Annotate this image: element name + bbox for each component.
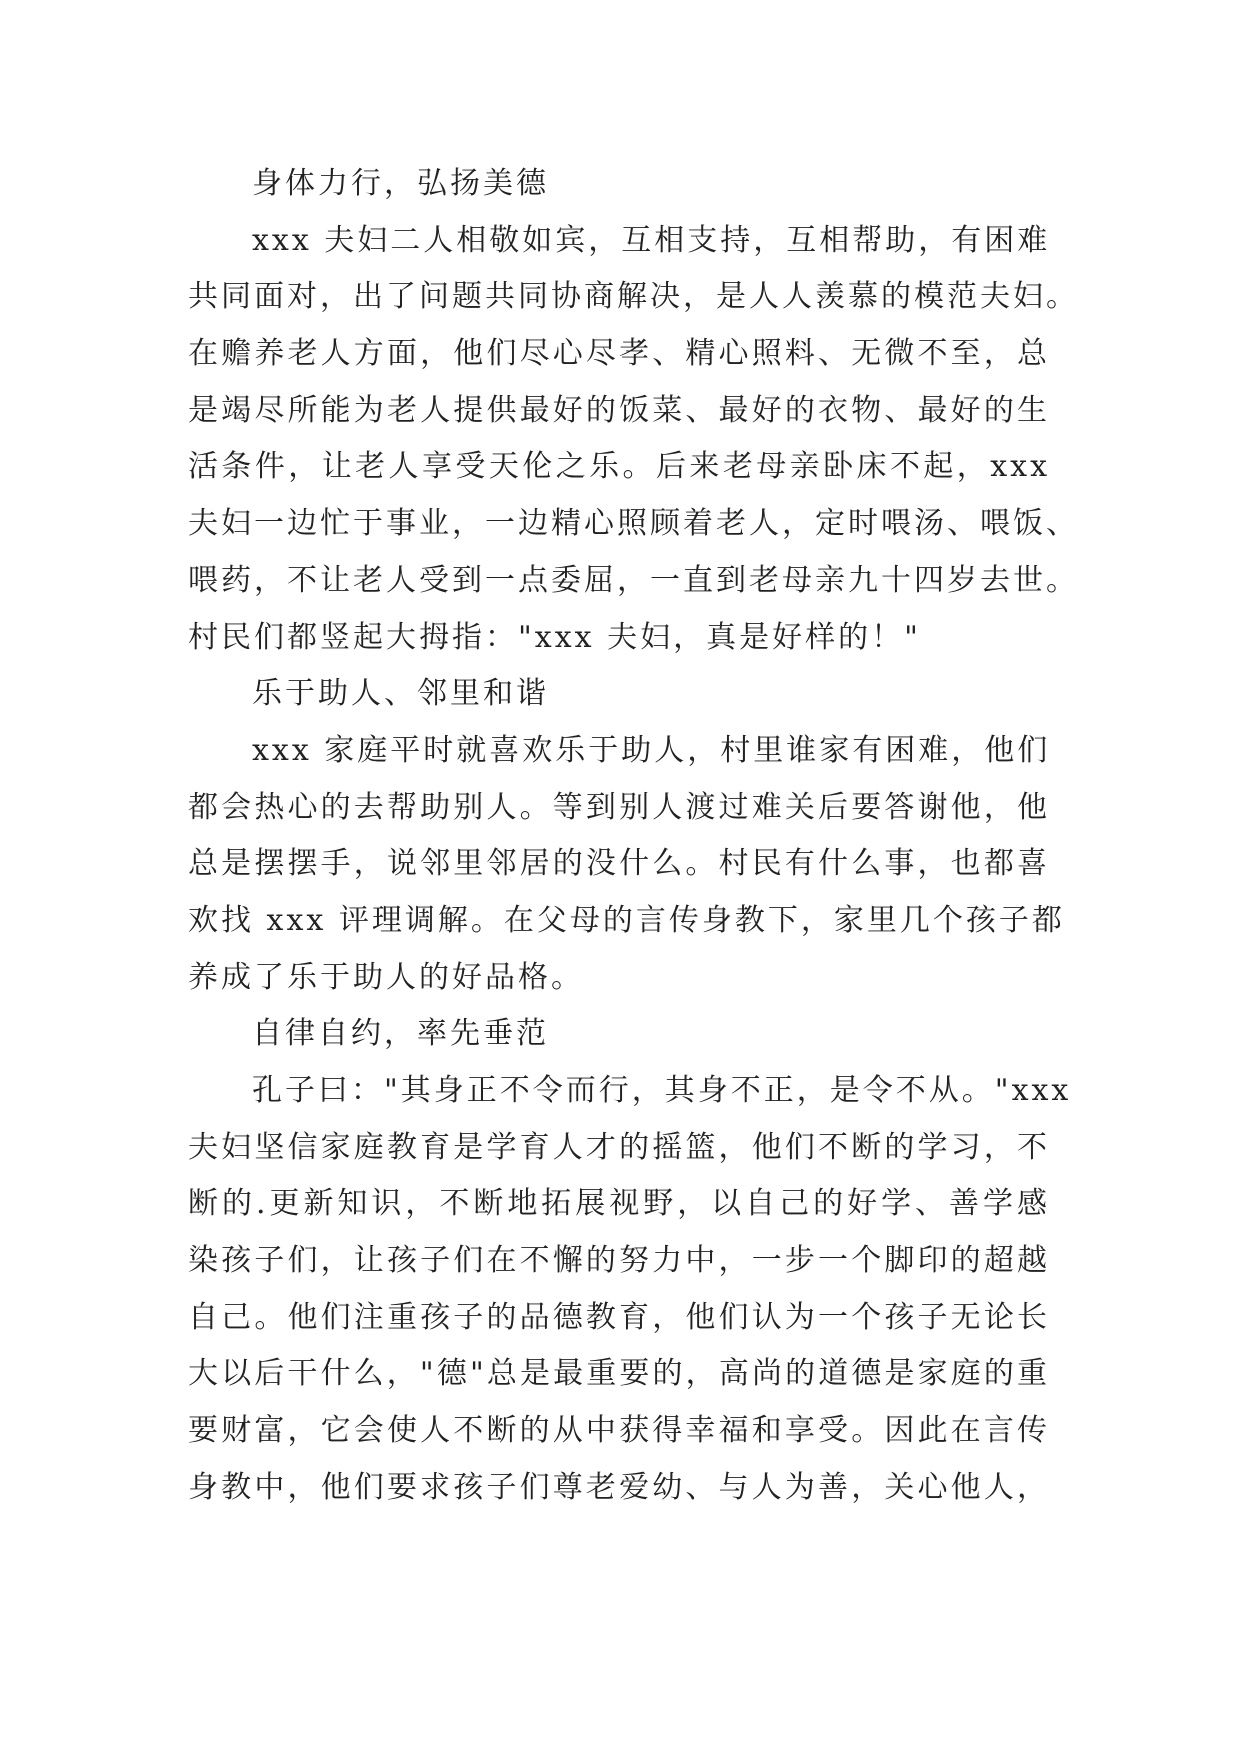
section-heading: 乐于助人、邻里和谐 [252, 676, 549, 712]
section-heading: 自律自约，率先垂范 [252, 1016, 549, 1052]
paragraph-line: 要财富，它会使人不断的从中获得幸福和享受。因此在言传 [188, 1413, 1050, 1449]
paragraph-line: 自己。他们注重孩子的品德教育，他们认为一个孩子无论长 [188, 1299, 1050, 1335]
paragraph-line: 共同面对，出了问题共同协商解决，是人人羡慕的模范夫妇。 [188, 279, 1079, 315]
document-body [188, 156, 1079, 1517]
paragraph-line: 总是摆摆手，说邻里邻居的没什么。村民有什么事，也都喜 [188, 846, 1050, 882]
paragraph-line: 在赡养老人方面，他们尽心尽孝、精心照料、无微不至，总 [188, 336, 1050, 372]
paragraph-line: 染孩子们，让孩子们在不懈的努力中，一步一个脚印的超越 [188, 1243, 1050, 1279]
paragraph-line: 养成了乐于助人的好品格。 [188, 959, 584, 995]
paragraph-line: 活条件，让老人享受天伦之乐。后来老母亲卧床不起，xxx [188, 449, 1050, 485]
paragraph-line: 村民们都竖起大拇指："xxx 夫妇，真是好样的！" [188, 619, 921, 655]
paragraph-line: 夫妇一边忙于事业，一边精心照顾着老人，定时喂汤、喂饭、 [188, 506, 1079, 542]
paragraph-line: 大以后干什么，"德"总是最重要的，高尚的道德是家庭的重 [188, 1356, 1050, 1392]
paragraph-line: xxx 夫妇二人相敬如宾，互相支持，互相帮助，有困难 [252, 222, 1051, 258]
paragraph-line: 身教中，他们要求孩子们尊老爱幼、与人为善，关心他人， [188, 1469, 1050, 1505]
section-heading: 身体力行，弘扬美德 [252, 166, 549, 201]
paragraph-line: 欢找 xxx 评理调解。在父母的言传身教下，家里几个孩子都 [188, 902, 1065, 938]
paragraph-line: xxx 家庭平时就喜欢乐于助人，村里谁家有困难，他们 [252, 732, 1051, 768]
paragraph-line: 喂药，不让老人受到一点委屈，一直到老母亲九十四岁去世。 [188, 562, 1079, 598]
paragraph-line: 都会热心的去帮助别人。等到别人渡过难关后要答谢他，他 [188, 789, 1050, 825]
paragraph-line: 孔子曰："其身正不令而行，其身不正，是令不从。"xxx [252, 1073, 1072, 1108]
paragraph-line: 夫妇坚信家庭教育是学育人才的摇篮，他们不断的学习，不 [188, 1129, 1050, 1165]
paragraph-line: 是竭尽所能为老人提供最好的饭菜、最好的衣物、最好的生 [188, 392, 1050, 428]
paragraph-line: 断的.更新知识，不断地拓展视野，以自己的好学、善学感 [188, 1186, 1050, 1222]
